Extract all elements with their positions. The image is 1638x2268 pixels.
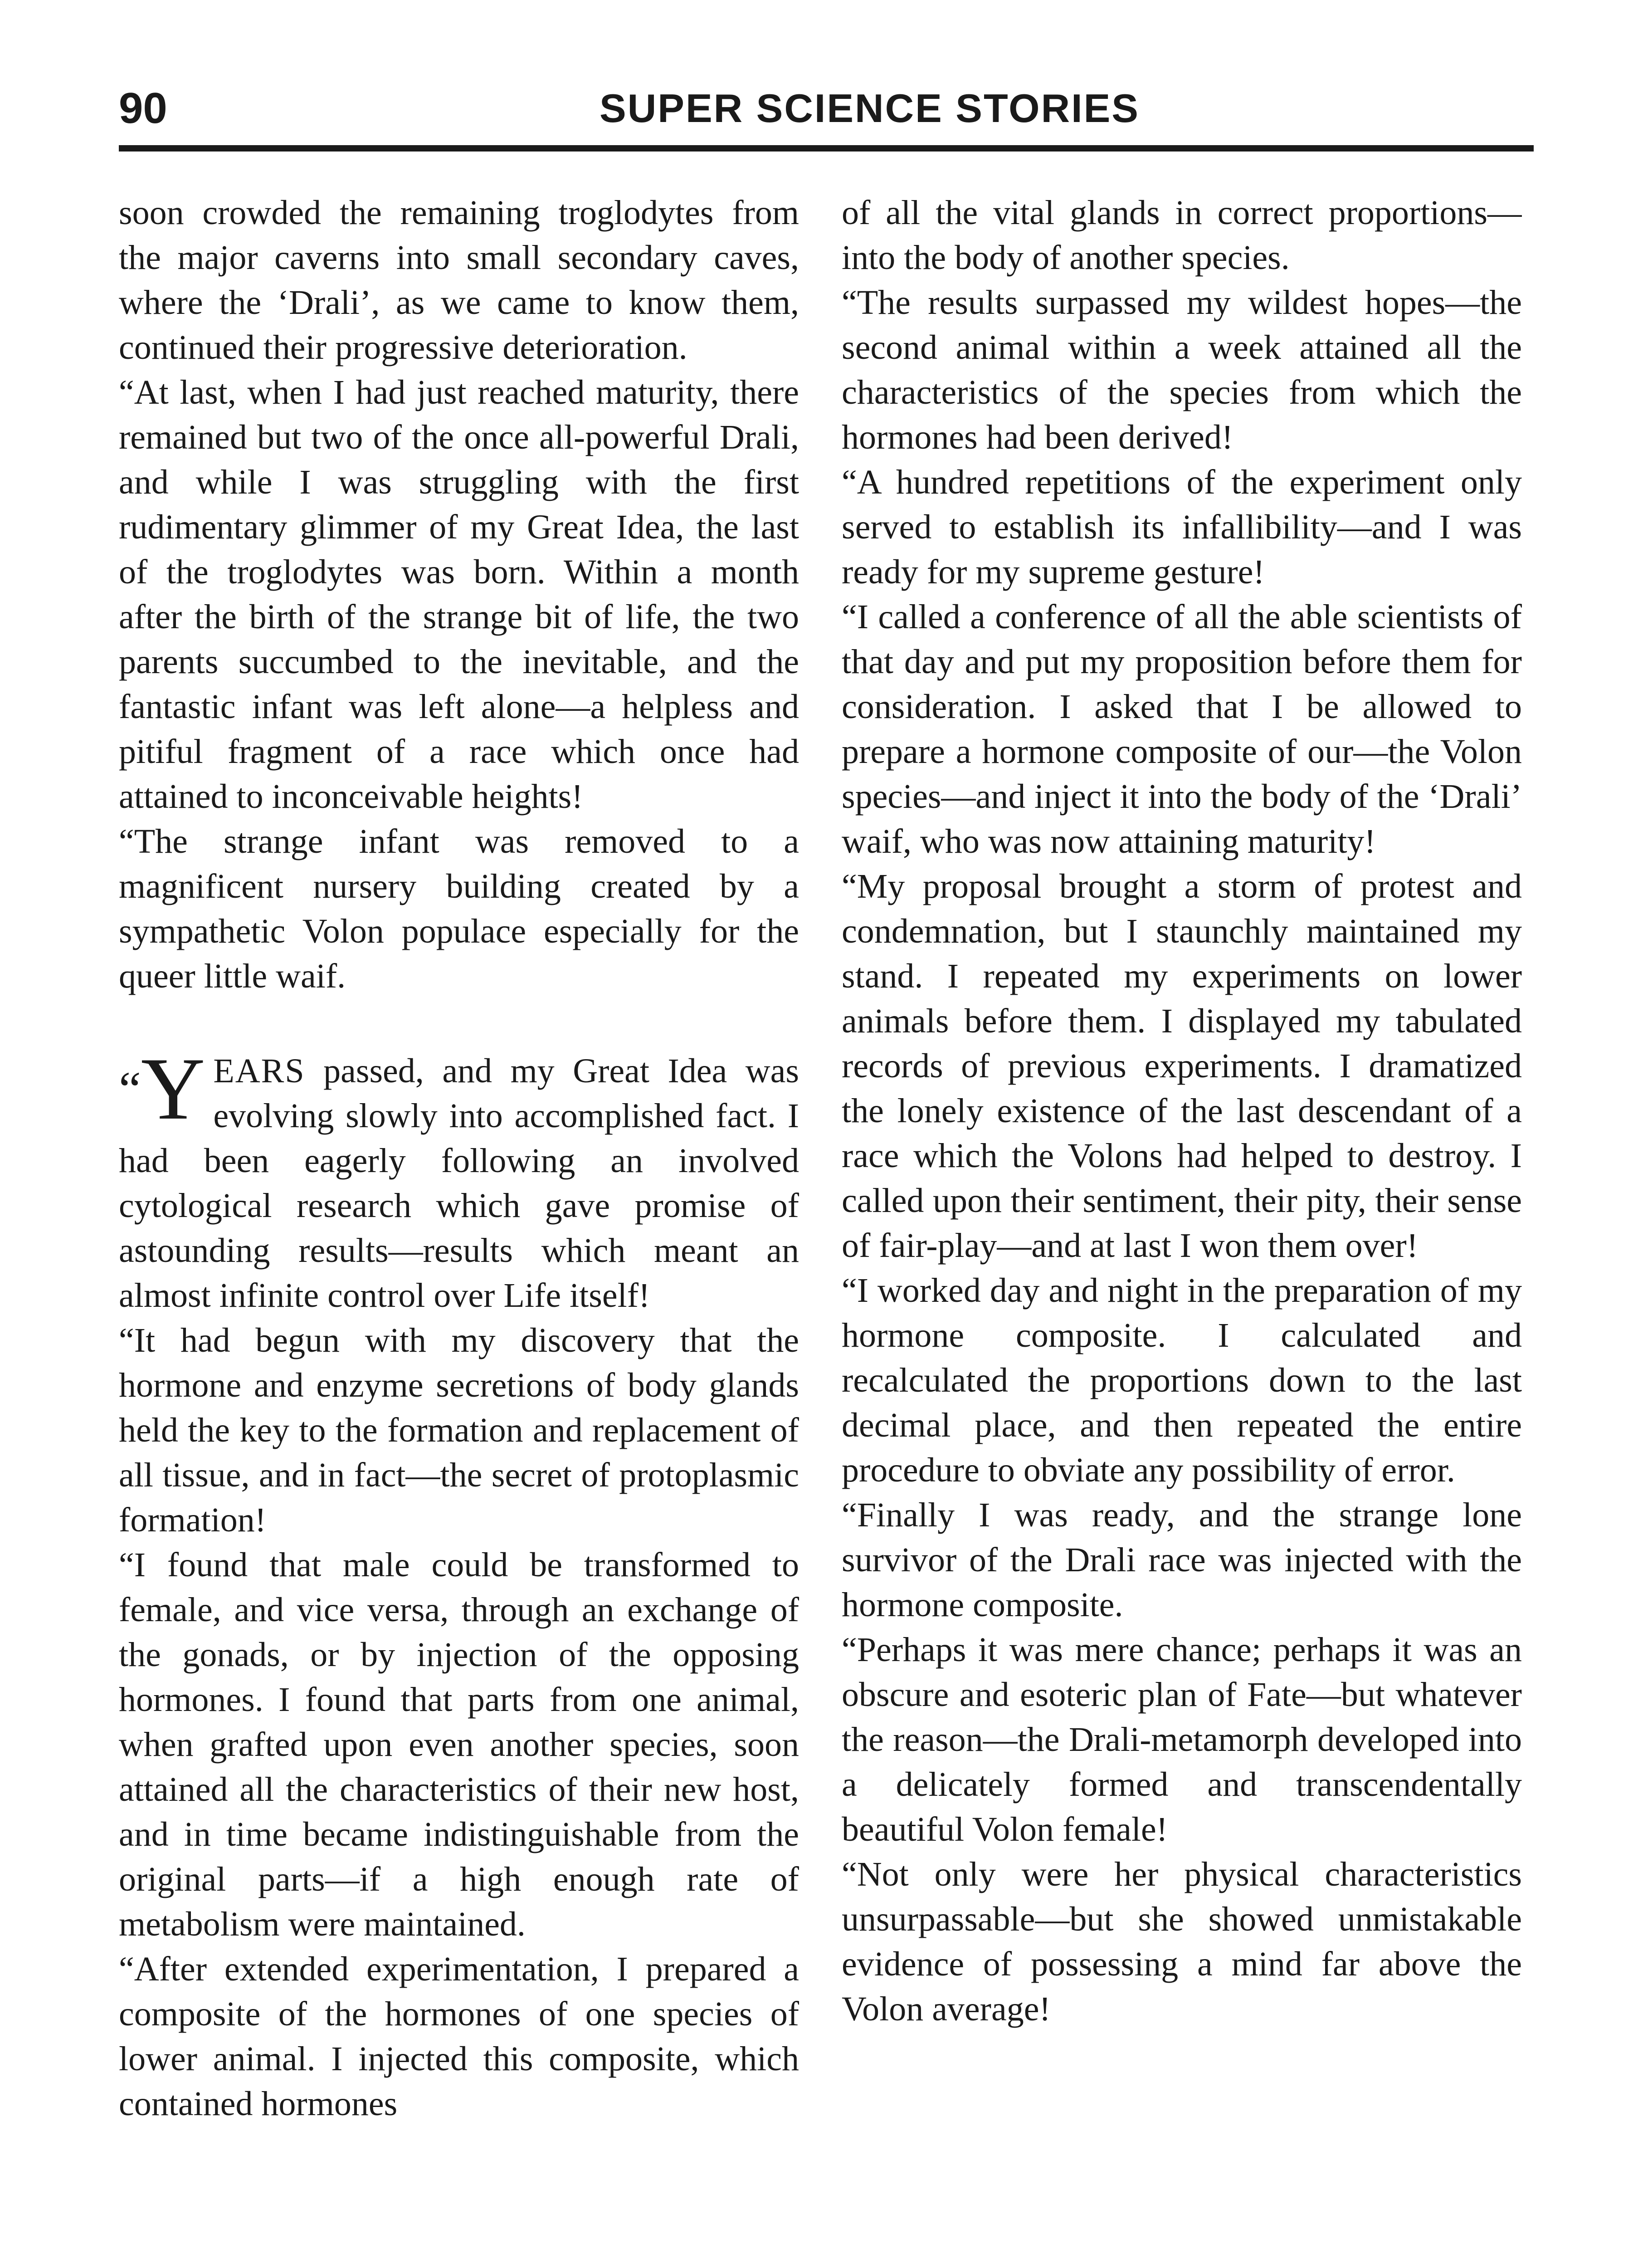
- right-column: [842, 191, 1522, 2268]
- paragraph: “I found that male could be transformed to female, and vice versa, through an exchange of the gonads, or by injection of the opposing hormones. I found that parts from one animal, when grafted upon even another species, soon attained all the characteristics of their new host, and in time became indistinguishable from the original parts—if a high enough rate of metabolism were maintained.: [119, 1546, 799, 1943]
- section-break: [119, 999, 799, 1049]
- drop-cap: [119, 1040, 205, 1138]
- section-opening-paragraph: [119, 1040, 799, 1318]
- paragraph: “The results surpassed my wildest hopes—the second animal within a week attained all the characteristics of the species from which the hormones had been derived!: [842, 284, 1522, 456]
- paragraph: “At last, when I had just reached maturity, there remained but two of the once all-powerful Drali, and while I was struggling with the first rudimentary glimmer of my Great Idea, the last of the troglodytes was born. Within a month after the birth of the strange bit of life, the two parents succumbed to the inevitable, and the fantastic infant was left alone—a helpless and pitiful fragment of a race which once had attained to inconceivable heights!: [119, 373, 799, 816]
- paragraph: of all the vital glands in correct proportions—into the body of another species.: [842, 194, 1522, 277]
- paragraph: “Finally I was ready, and the strange lone survivor of the Drali race was injected with the hormone composite.: [842, 1496, 1522, 1624]
- paragraph: “My proposal brought a storm of protest and condemnation, but I staunchly maintained my stand. I repeated my experiments on lower animals before them. I displayed my tabulated records of previous experiments. I dramatized the lonely existence of the last descendant of a race which the Volons had helped to destroy. I called upon their sentiment, their pity, their sense of fair-play—and at last I won them over!: [842, 867, 1522, 1265]
- paragraph: “After extended experimentation, I prepared a composite of the hormones of one species of lower animal. I injected this composite, which contained hormones: [119, 1950, 799, 2123]
- opening-text: passed, and my Great Idea was evolving slowly into accomplished fact. I had been eagerly following an involved cytological research which gave promise of astounding results—results which meant an almost infinite control over Life itself!: [119, 1052, 799, 1315]
- running-title: SUPER SCIENCE STORIES: [600, 86, 1140, 131]
- left-column: [119, 191, 799, 2268]
- lead-in-word: EARS: [213, 1052, 305, 1090]
- paragraph: “It had begun with my discovery that the hormone and enzyme secretions of body glands held the key to the formation and replacement of all tissue, and in fact—the secret of protoplasmic formation!: [119, 1321, 799, 1539]
- paragraph: “A hundred repetitions of the experiment only served to establish its infallibility—and I was ready for my supreme gesture!: [842, 463, 1522, 591]
- page-number: 90: [119, 84, 167, 132]
- drop-cap-letter: Y: [141, 1040, 205, 1138]
- paragraph: “I called a conference of all the able scientists of that day and put my proposition before them for consideration. I asked that I be allowed to prepare a hormone composite of our—the Volon species—and inject it into the body of the ‘Drali’ waif, who was now attaining maturity!: [842, 598, 1522, 860]
- paragraph: “I worked day and night in the preparation of my hormone composite. I calculated and recalculated the proportions down to the last decimal place, and then repeated the entire procedure to obviate any possibility of error.: [842, 1271, 1522, 1489]
- drop-cap-quote: “: [119, 1061, 141, 1117]
- header-rule: [119, 145, 1534, 152]
- page-header: [119, 77, 1534, 145]
- paragraph: soon crowded the remaining troglodytes from the major caverns into small secondary caves, where the ‘Drali’, as we came to know them, continued their progressive deterioration.: [119, 194, 799, 367]
- paragraph: “Not only were her physical characteristics unsurpassable—but she showed unmistakable evidence of possessing a mind far above the Volon average!: [842, 1855, 1522, 2028]
- paragraph: “The strange infant was removed to a magnificent nursery building created by a sympathetic Volon populace especially for the queer little waif.: [119, 822, 799, 995]
- paragraph: “Perhaps it was mere chance; perhaps it was an obscure and esoteric plan of Fate—but whatever the reason—the Drali-metamorph developed into a delicately formed and transcendentally beautiful Volon female!: [842, 1631, 1522, 1848]
